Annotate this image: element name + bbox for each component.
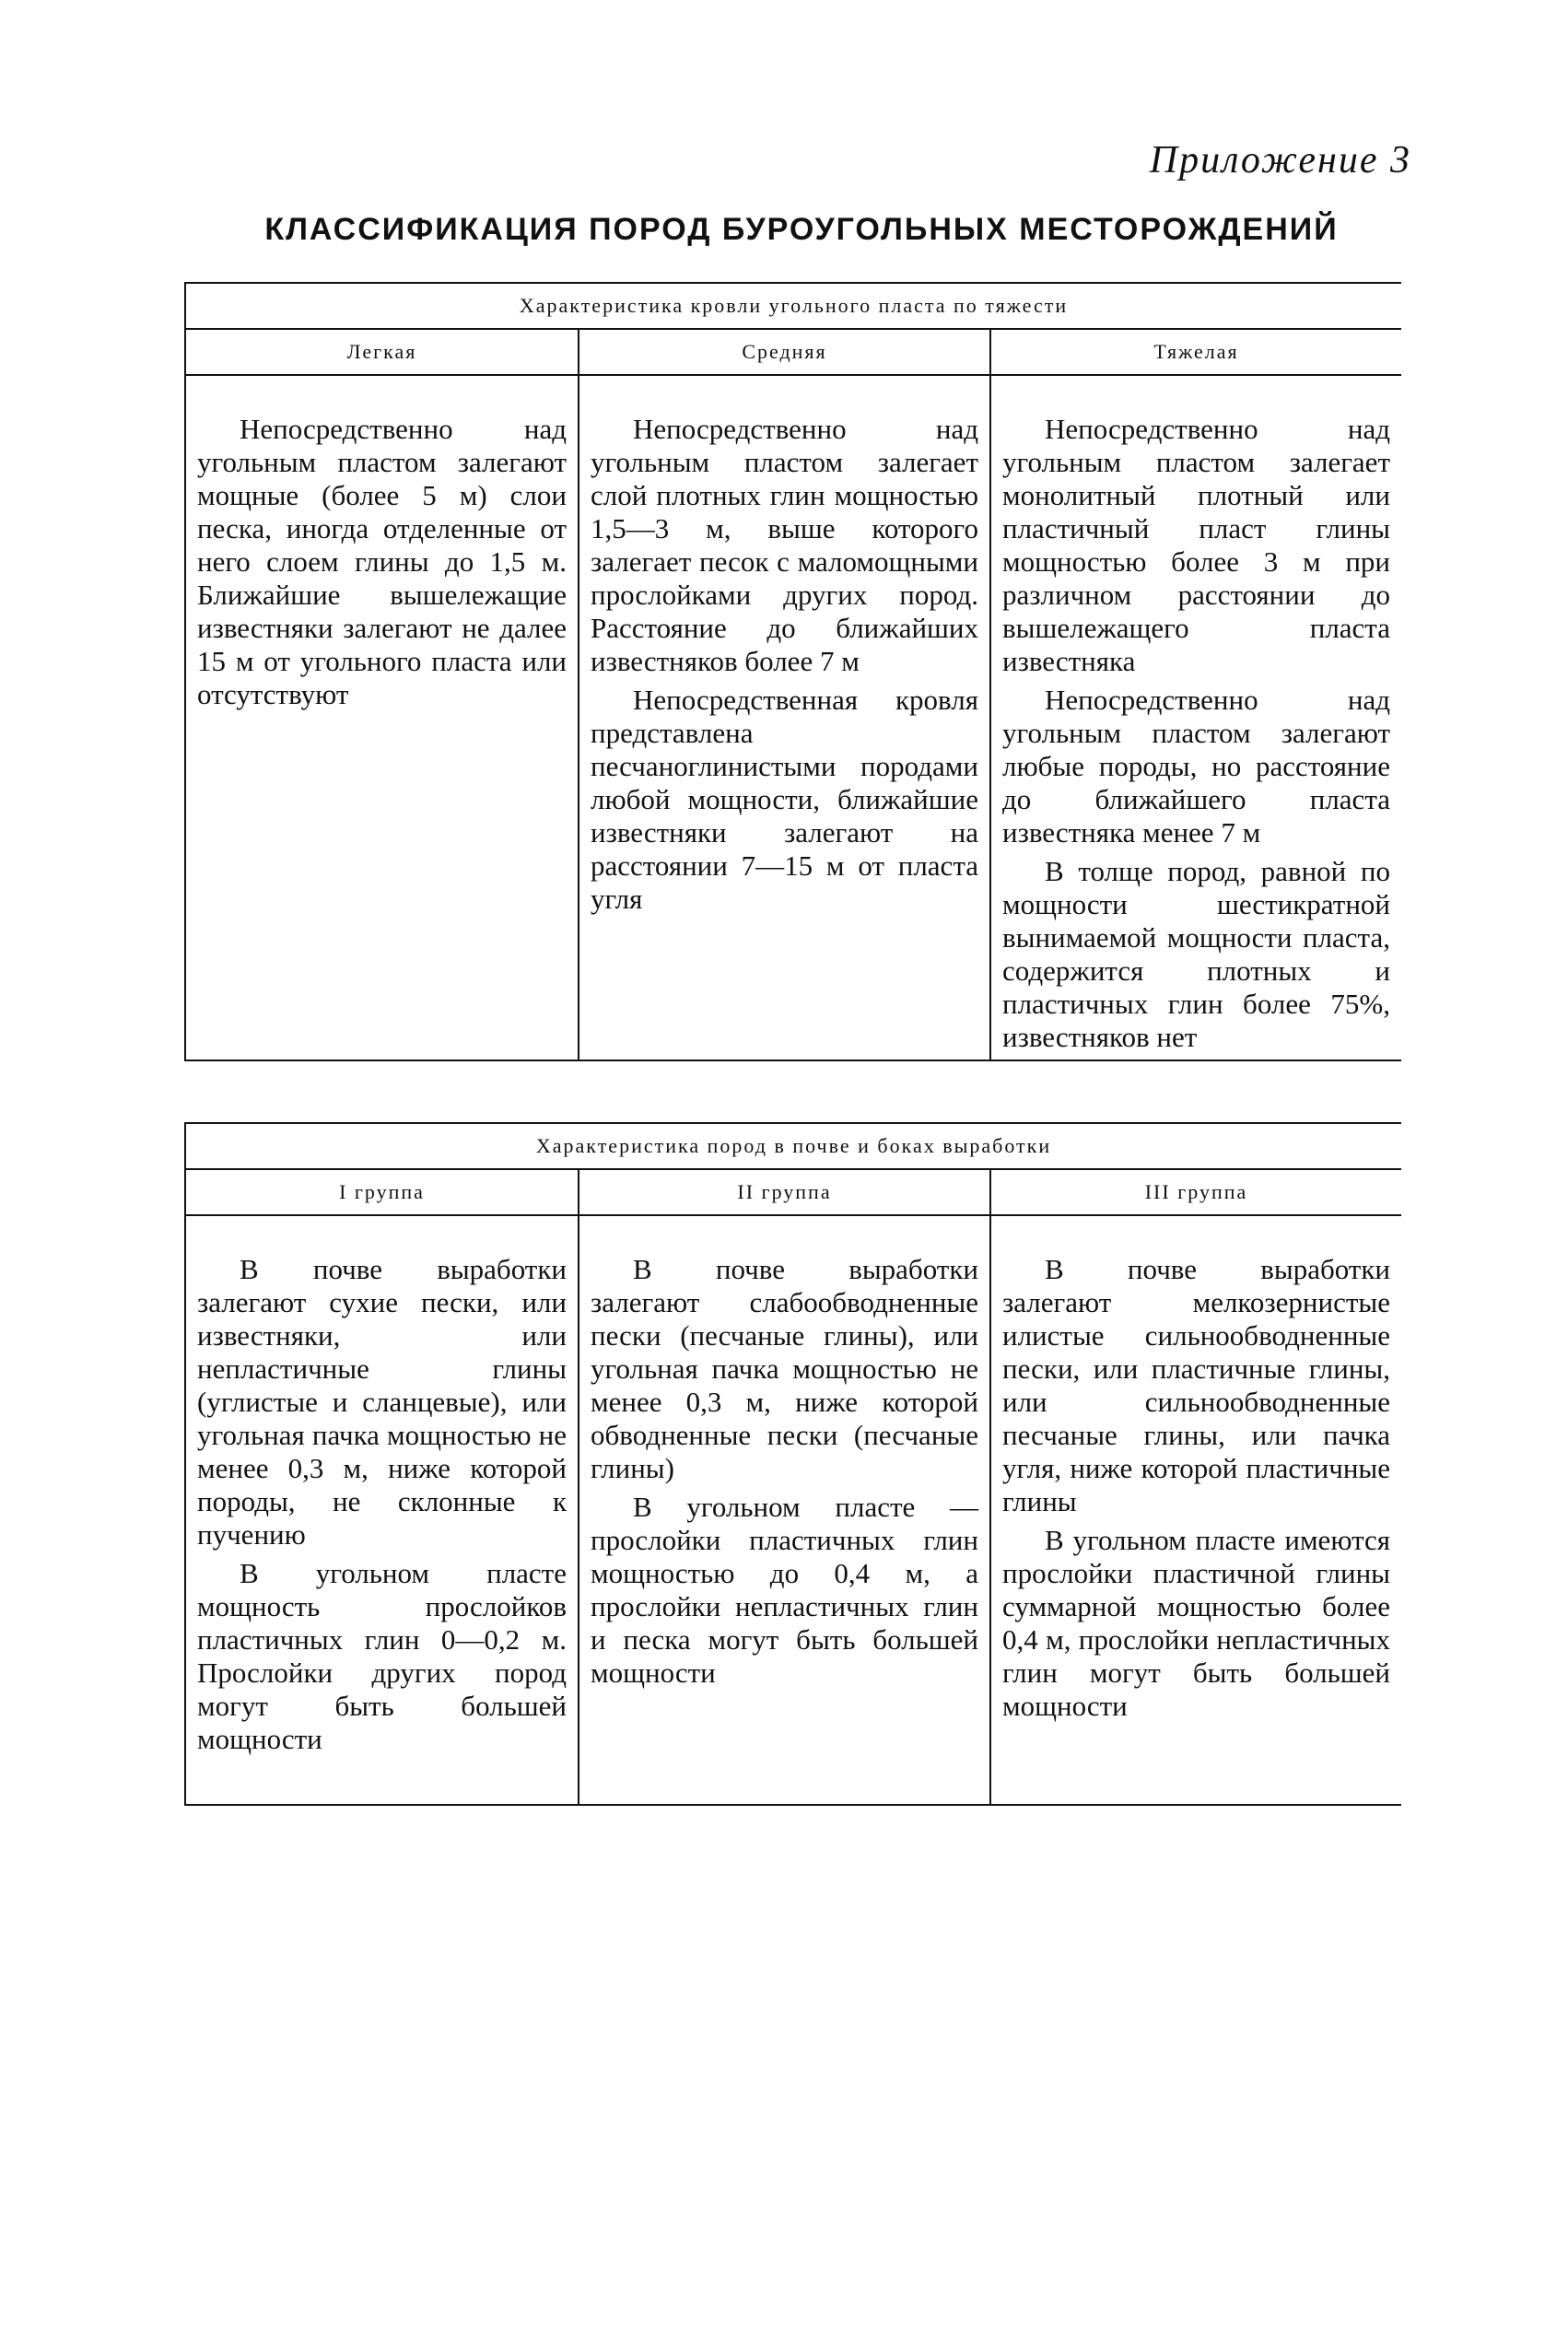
floor-group-3-text-2: В угольном пласте имеются прослойки пластичной глины суммарной мощностью более 0,4 м, прослойки непластичных глин могут быть большей мощности: [1002, 1524, 1391, 1722]
floor-cell-group-1: [185, 1215, 579, 1805]
roof-classification-table: [184, 282, 1401, 1061]
appendix-label: Приложение 3: [1149, 139, 1411, 181]
roof-cell-light: [185, 375, 579, 1060]
page-title: КЛАССИФИКАЦИЯ ПОРОД БУРОУГОЛЬНЫХ МЕСТОРОЖДЕНИЙ: [264, 212, 1339, 247]
column-header-group-2: II группа: [579, 1169, 990, 1215]
floor-cell-group-3: [990, 1215, 1401, 1805]
floor-table-caption: Характеристика пород в почве и боках выработки: [185, 1123, 1401, 1169]
roof-heavy-text-3: В толще пород, равной по мощности шестикратной вынимаемой мощности пласта, содержится плотных и пластичных глин более 75%, известняков нет: [1002, 855, 1390, 1053]
floor-classification-table: [184, 1122, 1401, 1806]
floor-group-3-text-1: В почве выработки залегают мелкозернистые илистые сильнообводненные пески, или пластичные глины, или сильнообводненные песчаные глины, или пачка угля, ниже которой пластичные глины: [1002, 1253, 1391, 1517]
roof-medium-text-1: Непосредственно над угольным пластом залегает слой плотных глин мощностью 1,5—3 м, выше которого залегает песок с маломощными прослойками других пород. Расстояние до ближайших известняков более 7 м: [591, 413, 978, 677]
roof-heavy-text-2: Непосредственно над угольным пластом залегают любые породы, но расстояние до ближайшего пласта известняка менее 7 м: [1002, 684, 1390, 849]
roof-light-text: Непосредственно над угольным пластом залегают мощные (более 5 м) слои песка, иногда отделенные от него слоем глины до 1,5 м. Ближайшие вышележащие известняки залегают не далее 15 м от угольного пласта или отсутствуют: [197, 413, 567, 710]
roof-heavy-text-1: Непосредственно над угольным пластом залегает монолитный плотный или пластичный пласт глины мощностью более 3 м при различном расстоянии до вышележащего пласта известняка: [1002, 413, 1390, 677]
column-header-medium: Средняя: [579, 329, 990, 375]
floor-group-1-text-1: В почве выработки залегают сухие пески, или известняки, или непластичные глины (углистые и сланцевые), или угольная пачка мощностью не менее 0,3 м, ниже которой породы, не склонные к пучению: [197, 1253, 567, 1551]
column-header-light: Легкая: [185, 329, 579, 375]
roof-medium-text-2: Непосредственная кровля представлена песчаноглинистыми породами любой мощности, ближайшие известняки залегают на расстоянии 7—15 м от пласта угля: [591, 684, 978, 915]
roof-table-caption: Характеристика кровли угольного пласта по тяжести: [185, 283, 1401, 329]
roof-cell-heavy: [990, 375, 1401, 1060]
column-header-group-3: III группа: [990, 1169, 1401, 1215]
floor-group-2-text-2: В угольном пласте — прослойки пластичных глин мощностью до 0,4 м, а прослойки непластичных глин и песка могут быть большей мощности: [591, 1491, 978, 1689]
floor-group-2-text-1: В почве выработки залегают слабообводненные пески (песчаные глины), или угольная пачка мощностью не менее 0,3 м, ниже которой обводненные пески (песчаные глины): [591, 1253, 978, 1484]
column-header-heavy: Тяжелая: [990, 329, 1401, 375]
column-header-group-1: I группа: [185, 1169, 579, 1215]
roof-cell-medium: [579, 375, 990, 1060]
floor-group-1-text-2: В угольном пласте мощность прослойков пластичных глин 0—0,2 м. Прослойки других пород могут быть большей мощности: [197, 1557, 567, 1755]
floor-cell-group-2: [579, 1215, 990, 1805]
